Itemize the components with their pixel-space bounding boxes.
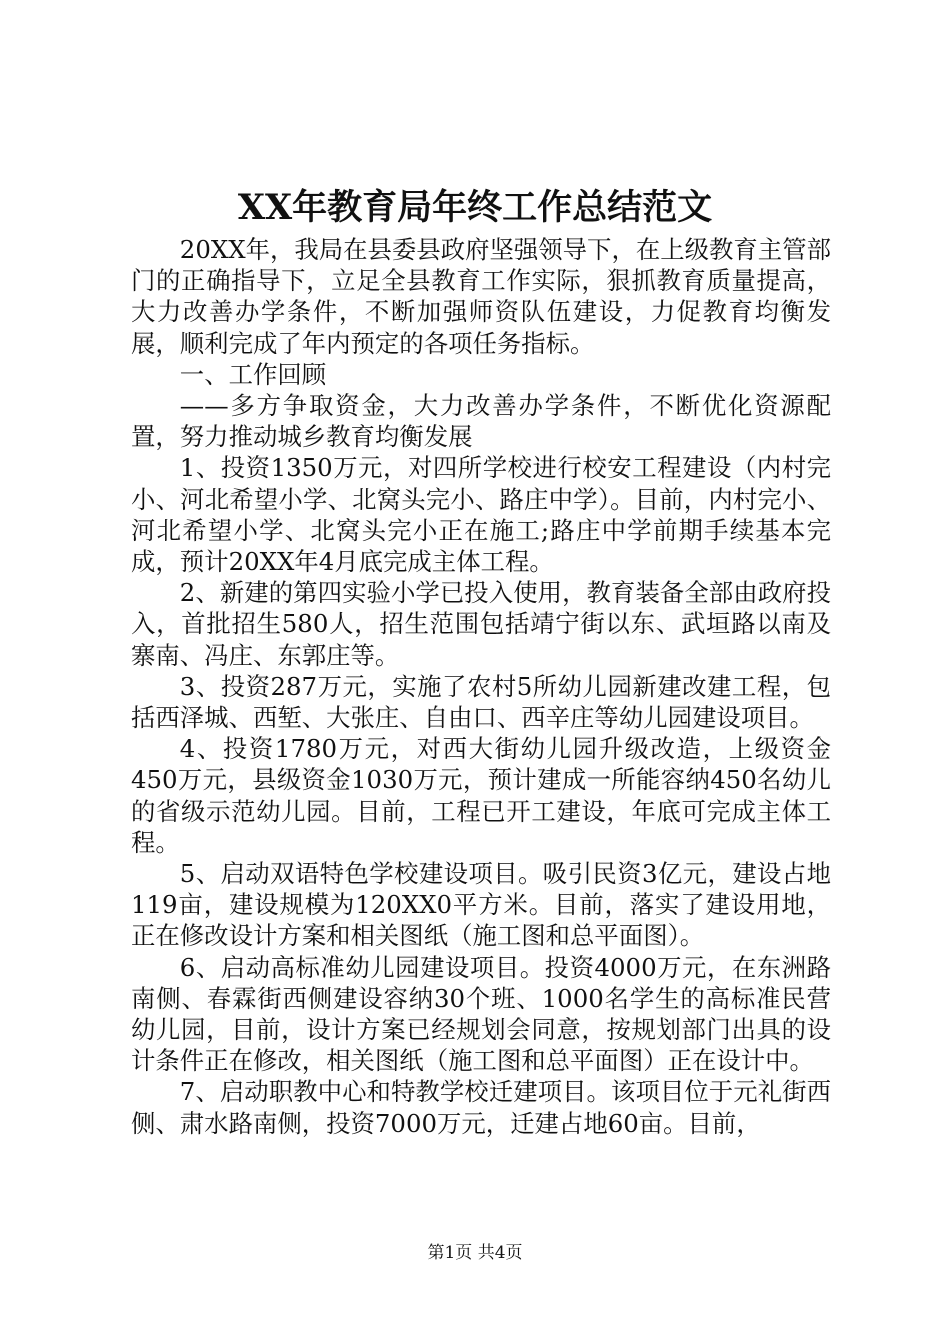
subsection-heading-funding: ——多方争取资金，大力改善办学条件，不断优化资源配置，努力推动城乡教育均衡发展 [131, 391, 831, 452]
page-number-footer: 第1页 共4页 [427, 1243, 523, 1263]
document-title: XX年教育局年终工作总结范文 [237, 187, 713, 228]
paragraph-item-2: 2、新建的第四实验小学已投入使用，教育装备全部由政府投入，首批招生580人，招生范围包括靖宁街以东、武垣路以南及寨南、冯庄、东郭庄等。 [131, 578, 831, 670]
paragraph-item-3: 3、投资287万元，实施了农村5所幼儿园新建改建工程，包括西泽城、西堑、大张庄、自由口、西辛庄等幼儿园建设项目。 [131, 671, 831, 733]
paragraph-item-7: 7、启动职教中心和特教学校迁建项目。该项目位于元礼街西侧、肃水路南侧，投资7000万元，迁建占地60亩。目前， [131, 1077, 831, 1138]
paragraph-item-4: 4、投资1780万元，对西大街幼儿园升级改造，上级资金450万元，县级资金1030万元，预计建成一所能容纳450名幼儿的省级示范幼儿园。目前，工程已开工建设，年底可完成主体工程。 [131, 734, 831, 857]
paragraph-item-1: 1、投资1350万元，对四所学校进行校安工程建设（内村完小、河北希望小学、北窝头完小、路庄中学）。目前，内村完小、河北希望小学、北窝头完小正在施工;路庄中学前期手续基本完成，预计20XX年4月底完成主体工程。 [131, 453, 831, 577]
paragraph-item-5: 5、启动双语特色学校建设项目。吸引民资3亿元，建设占地119亩，建设规模为120XX0平方米。目前，落实了建设用地，正在修改设计方案和相关图纸（施工图和总平面图）。 [131, 859, 831, 951]
document-body [131, 234, 831, 1139]
section-heading-review: 一、工作回顾 [179, 359, 327, 389]
paragraph-item-6: 6、启动高标准幼儿园建设项目。投资4000万元，在东洲路南侧、春霖街西侧建设容纳30个班、1000名学生的高标准民营幼儿园，目前，设计方案已经规划会同意，按规划部门出具的设计条件正在修改，相关图纸（施工图和总平面图）正在设计中。 [131, 952, 831, 1076]
paragraph-intro: 20XX年，我局在县委县政府坚强领导下，在上级教育主管部门的正确指导下，立足全县教育工作实际，狠抓教育质量提高，大力改善办学条件，不断加强师资队伍建设，力促教育均衡发展，顺利完成了年内预定的各项任务指标。 [131, 235, 831, 358]
